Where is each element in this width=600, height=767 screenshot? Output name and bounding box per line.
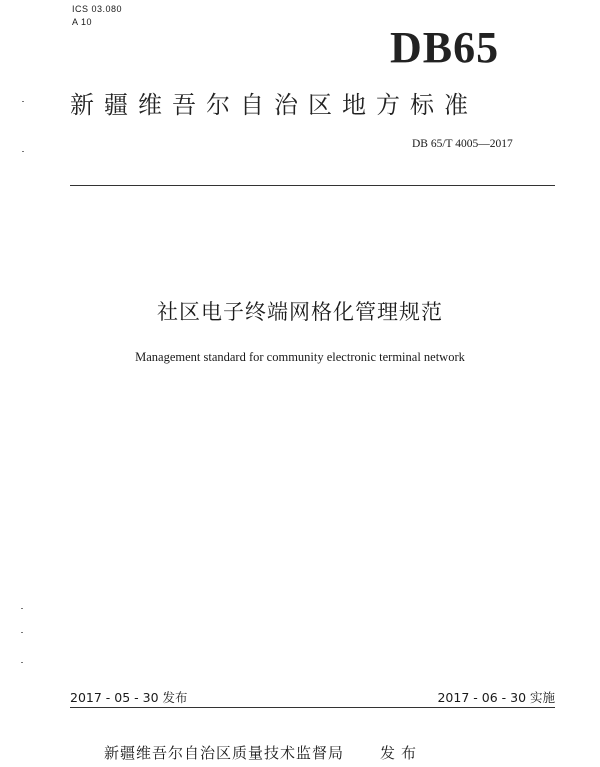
document-title-english: Management standard for community electronic terminal network [135,350,465,364]
scan-speck [21,662,23,663]
db-logo: DB65 [390,23,500,72]
footer-divider [70,707,555,708]
issue-date: 2017 - 05 - 30 发布 [70,690,188,705]
publisher-name: 新疆维吾尔自治区质量技术监督局 [104,744,345,762]
document-title-chinese: 社区电子终端网格化管理规范 [157,300,443,324]
publisher-line [104,743,422,763]
classification-codes [72,3,122,29]
ics-code: ICS 03.080 [72,4,123,14]
publisher-action: 发布 [380,744,423,762]
standard-name: 新疆维吾尔自治区地方标准 [70,91,478,119]
ccs-code: A 10 [72,17,93,27]
scan-speck [22,151,24,152]
scan-speck [22,101,24,102]
implementation-date: 2017 - 06 - 30 实施 [437,690,555,705]
scan-speck [21,608,23,609]
header-divider [70,185,555,186]
standard-number: DB 65/T 4005—2017 [412,138,513,150]
scan-speck [21,632,23,633]
